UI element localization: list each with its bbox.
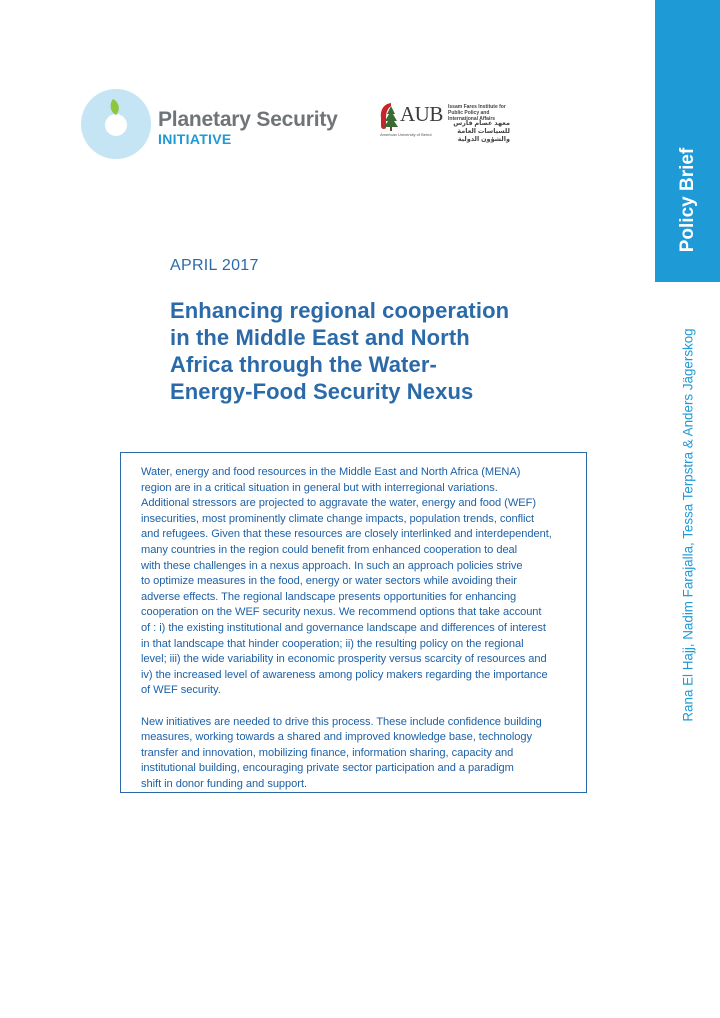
- summary-line: Additional stressors are projected to aggravate the water, energy and food (WEF): [141, 497, 536, 510]
- summary-line: insecurities, most prominently climate change impacts, population trends, conflict: [141, 512, 534, 525]
- summary-line: many countries in the region could benefit from enhanced cooperation to deal: [141, 543, 518, 556]
- planetary-security-initiative-logo: [80, 88, 360, 160]
- authors-list: Rana El Hajj, Nadim Farajalla, Tessa Terpstra & Anders Jägerskog: [680, 328, 696, 722]
- summary-line: cooperation on the WEF security nexus. We recommend options that take account: [141, 606, 542, 619]
- summary-line: institutional building, encouraging private sector participation and a paradigm: [141, 762, 514, 775]
- summary-line: New initiatives are needed to drive this process. These include confidence building: [141, 715, 542, 728]
- title-line: Africa through the Water-: [170, 352, 437, 377]
- summary-line: transfer and innovation, mobilizing finance, information sharing, capacity and: [141, 746, 514, 759]
- aub-ifi-logo: [378, 102, 508, 144]
- psi-circle-leaf-icon: [80, 88, 152, 160]
- summary-line: in that landscape that hinder cooperation; ii) the resulting policy on the regional: [141, 637, 524, 650]
- summary-line: Water, energy and food resources in the Middle East and North Africa (MENA): [141, 466, 521, 478]
- summary-line: adverse effects. The regional landscape presents opportunities for enhancing: [141, 590, 517, 603]
- summary-paragraph-2: [141, 715, 574, 793]
- aub-university-name: American University of Beirut: [380, 132, 432, 137]
- summary-line: iv) the increased level of awareness among policy makers regarding the importance: [141, 668, 548, 681]
- summary-line: and refugees. Given that these resources are closely interlinked and interdependent,: [141, 528, 552, 541]
- ifi-institute-name: Issam Fares Institute for Public Policy and International Affairs: [448, 104, 506, 122]
- document-title: [170, 297, 610, 405]
- publication-date: APRIL 2017: [170, 257, 259, 274]
- summary-box: [120, 452, 587, 793]
- summary-line: to optimize measures in the food, energy or water sectors while avoiding their: [141, 575, 517, 588]
- psi-logo-name: Planetary Security: [158, 108, 338, 131]
- title-line: in the Middle East and North: [170, 325, 470, 350]
- ifi-institute-name-arabic: معهد عصام فارس للسياسات العامة والشؤون الدولية: [453, 120, 510, 143]
- title-line: Enhancing regional cooperation: [170, 298, 510, 323]
- summary-line: of : i) the existing institutional and governance landscape and differences of interest: [141, 621, 546, 634]
- summary-line: region are in a critical situation in general but with interregional variations.: [141, 481, 498, 494]
- summary-line: level; iii) the wide variability in economic prosperity versus scarcity of resources and: [141, 653, 547, 666]
- aub-letters: AUB: [400, 102, 443, 126]
- summary-line: with these challenges in a nexus approach. In such an approach policies strive: [141, 559, 523, 572]
- summary-line: shift in donor funding and support.: [141, 777, 308, 790]
- title-line: Energy-Food Security Nexus: [170, 379, 474, 404]
- summary-paragraph-1: [141, 465, 574, 699]
- summary-line: of WEF security.: [141, 684, 221, 697]
- psi-logo-subtitle: INITIATIVE: [158, 131, 232, 147]
- summary-line: measures, working towards a shared and improved knowledge base, technology: [141, 731, 532, 744]
- policy-brief-label: Policy Brief: [677, 147, 698, 253]
